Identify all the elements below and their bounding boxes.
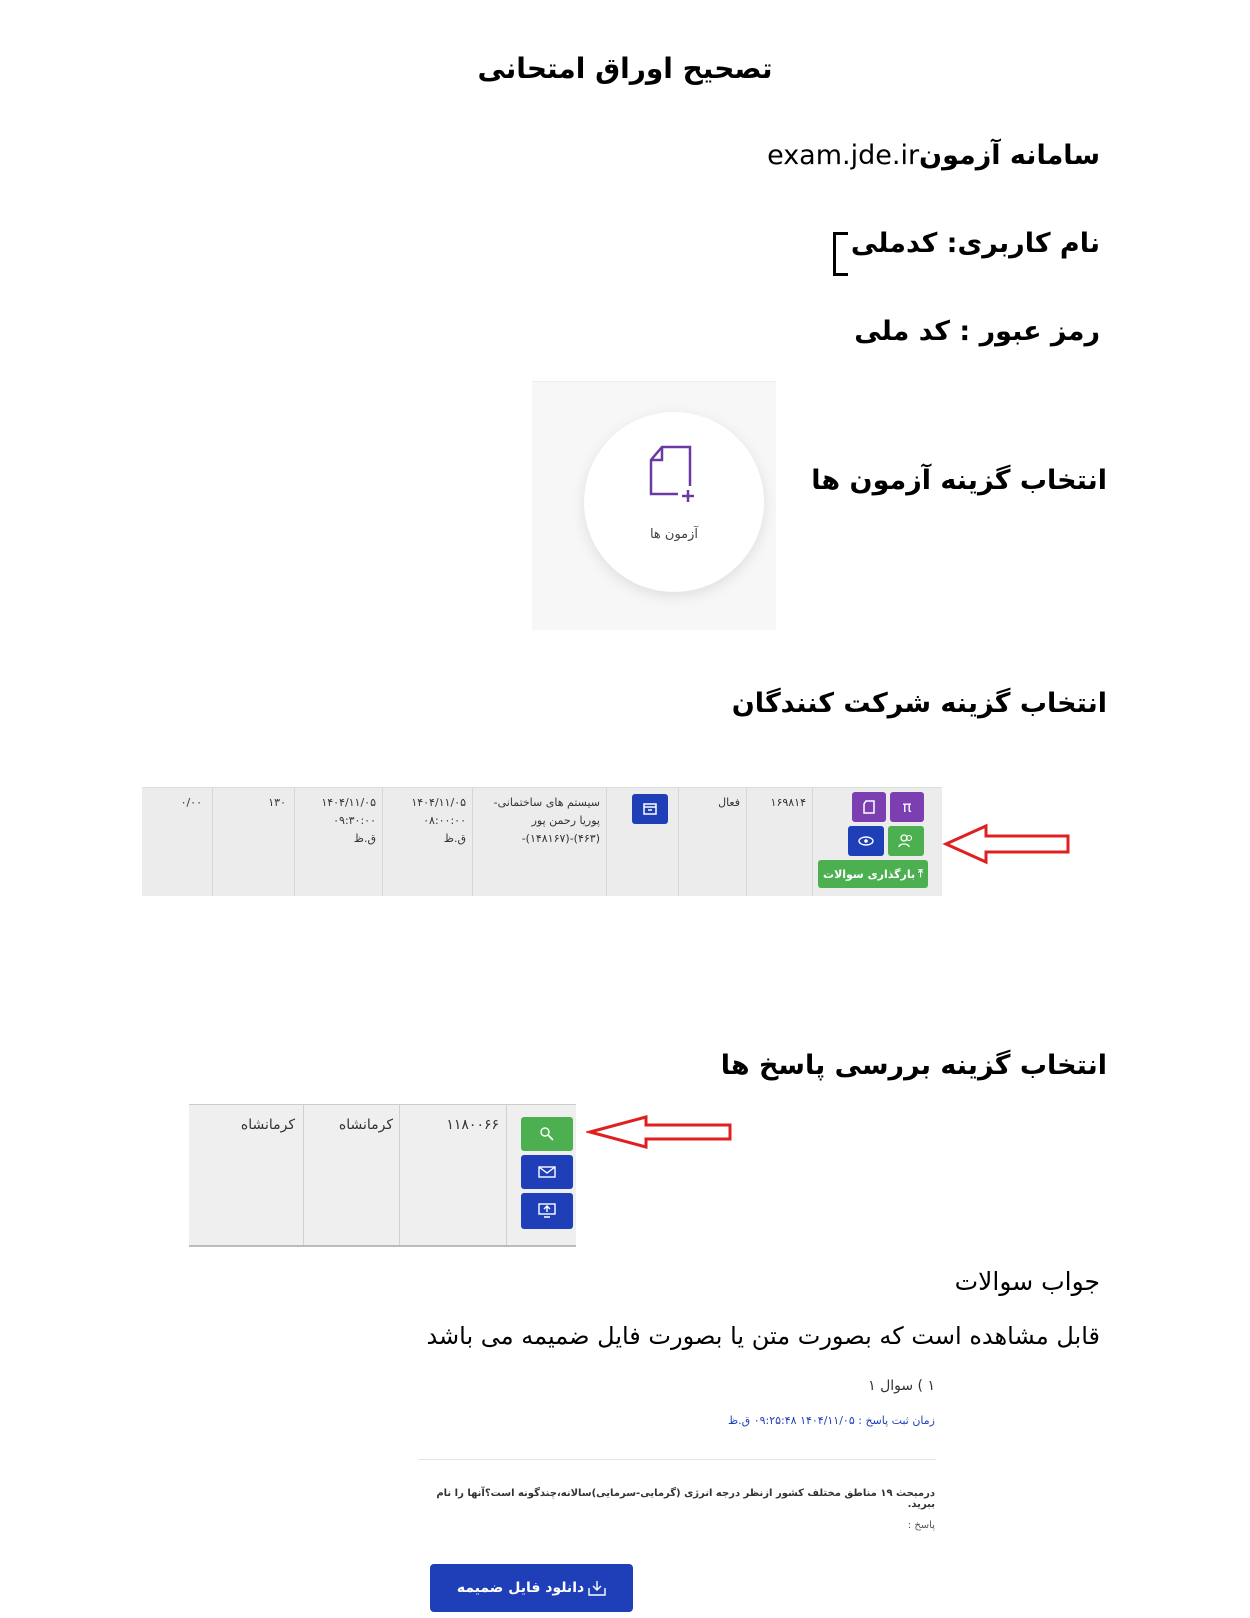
username-line — [851, 228, 1100, 259]
answer-time: زمان ثبت پاسخ : ۱۴۰۴/۱۱/۰۵ ۰۹:۲۵:۴۸ ق.ظ — [727, 1414, 935, 1427]
cell-end-time: ۱۴۰۴/۱۱/۰۵ ۰۹:۳۰:۰۰ ق.ظ — [321, 796, 376, 845]
download-label: دانلود فایل ضمیمه — [456, 1580, 585, 1596]
cell-status: فعال — [718, 796, 740, 809]
download-attachment-button[interactable] — [430, 1564, 633, 1612]
cell-code: ۱۱۸۰۰۶۶ — [446, 1117, 499, 1133]
answers-desc: قابل مشاهده است که بصورت متن یا بصورت فایل ضمیمه می باشد — [426, 1322, 1100, 1350]
eye-icon — [858, 836, 874, 846]
upload-icon: ⤒ — [918, 867, 923, 880]
col-divider — [746, 788, 747, 896]
divider — [418, 1459, 936, 1460]
red-arrow-icon — [586, 1114, 734, 1150]
formula-button[interactable] — [890, 792, 924, 822]
col-divider — [212, 788, 213, 896]
col-divider — [294, 788, 295, 896]
envelope-icon — [538, 1166, 556, 1178]
participants-button[interactable] — [888, 826, 924, 856]
step-answers: انتخاب گزینه بررسی پاسخ ها — [720, 1050, 1107, 1081]
answers-title: جواب سوالات — [954, 1267, 1100, 1296]
pi-icon: π — [902, 798, 912, 816]
answer-label: پاسخ : — [907, 1520, 935, 1531]
cell-course: سیستم های ساختمانی- پوریا رحمن پور (۴۶۳)-(۱۴۸۱۶۷)- — [493, 796, 600, 845]
question-text: درمبحث ۱۹ مناطق مختلف کشور ازنظر درجه انرژی (گرمایی-سرمایی)سالانه،چندگونه است؟آنها را نام ببرید. — [436, 1488, 935, 1510]
review-icon — [538, 1126, 556, 1142]
exams-label: آزمون ها — [649, 527, 699, 542]
review-answers-button[interactable] — [521, 1117, 573, 1151]
archive-icon — [643, 803, 657, 815]
upload-answer-button[interactable] — [521, 1193, 573, 1229]
username-text: نام کاربری: کدملی — [850, 228, 1100, 259]
cell-city: کرمانشاه — [338, 1117, 393, 1133]
exams-button[interactable] — [584, 412, 764, 592]
cell-city: کرمانشاه — [240, 1117, 295, 1133]
password-line: رمز عبور : کد ملی — [854, 316, 1100, 347]
monitor-upload-icon — [538, 1203, 556, 1219]
exam-card-screenshot — [532, 381, 776, 630]
col-divider — [506, 1105, 507, 1245]
question-number: ۱ ) سوال ۱ — [868, 1378, 935, 1394]
answer-row-table — [189, 1104, 576, 1247]
system-label: سامانه آزمون — [919, 140, 1100, 171]
col-divider — [303, 1105, 304, 1245]
col-divider — [606, 788, 607, 896]
red-arrow-icon — [942, 822, 1072, 866]
download-icon — [588, 1580, 606, 1596]
cell-score: ۰/۰۰ — [180, 796, 202, 809]
system-url: exam.jde.ir — [767, 140, 920, 171]
system-line — [767, 140, 1100, 171]
cell-exam-id: ۱۶۹۸۱۴ — [770, 796, 806, 809]
step-exams: انتخاب گزینه آزمون ها — [811, 465, 1107, 496]
copy-icon — [862, 800, 876, 814]
col-divider — [472, 788, 473, 896]
col-divider — [382, 788, 383, 896]
message-button[interactable] — [521, 1155, 573, 1189]
step-participants: انتخاب گزینه شرکت کنندگان — [731, 688, 1107, 719]
exam-row-table — [142, 787, 942, 896]
col-divider — [399, 1105, 400, 1245]
archive-button[interactable] — [632, 794, 668, 824]
page-title: تصحیح اوراق امتحانی — [477, 52, 773, 85]
new-file-icon — [648, 444, 698, 508]
cell-duration: ۱۳۰ — [268, 796, 286, 809]
view-button[interactable] — [848, 826, 884, 856]
cursor-bracket-icon — [833, 232, 848, 276]
col-divider — [678, 788, 679, 896]
upload-questions-button[interactable] — [818, 860, 928, 888]
copy-button[interactable] — [852, 792, 886, 822]
users-icon — [898, 834, 914, 848]
upload-questions-label: بارگذاری سوالات — [823, 867, 916, 881]
col-divider — [812, 788, 813, 896]
cell-start-time: ۱۴۰۴/۱۱/۰۵ ۰۸:۰۰:۰۰ ق.ظ — [411, 796, 466, 845]
